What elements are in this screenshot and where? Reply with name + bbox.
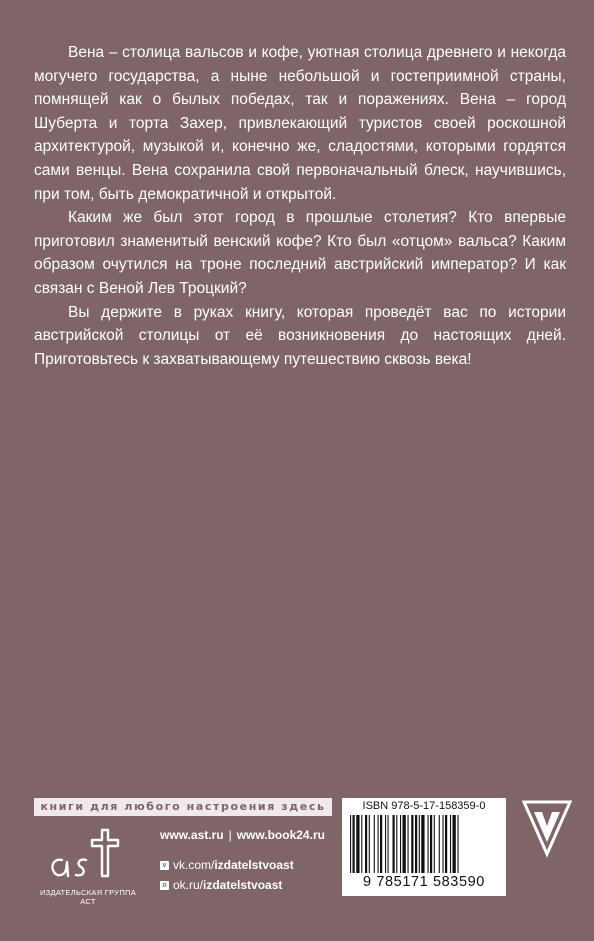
ok-prefix: ok.ru/ [173,878,204,892]
ok-link[interactable] [160,876,325,894]
website-link-book24[interactable]: www.book24.ru [236,828,325,842]
vk-prefix: vk.com/ [173,858,215,872]
ast-logo-icon [46,822,130,886]
barcode-block [342,798,506,896]
ean-number: 9 785171 583590 [363,874,485,890]
annotation-paragraph-3: Вы держите в руках книгу, которая проведёт вас по истории австрийской столицы от её возникновения до настоящих дней. Приготовьтесь к захватывающему путешествию сквозь века! [34,303,566,368]
annotation-paragraph-1: Вена – столица вальсов и кофе, уютная столица древнего и некогда могучего государства, а ныне небольшой и гостеприимной страны, помнящей как о былых победах, так и поражениях. Вена – город Шуберта и торта Захер, привлекающий туристов своей роскошной архитектурой, музыкой и, конечно же, сладостями, которыми гордятся сами венцы. Вена сохранила свой первоначальный блеск, научившись, при том, быть демократичной и открытой. [34,44,566,203]
barcode-icon [348,815,500,873]
publisher-contacts [160,826,325,896]
annotation-paragraph-2: Каким же был этот город в прошлые столетия? Кто впервые приготовил знаменитый венский кофе? Кто был «отцом» вальса? Каким образом очутился на троне последний австрийский император? И как связан с Веной Лев Троцкий? [34,209,566,297]
vk-handle: izdatelstvoast [214,858,294,872]
isbn-number: ISBN 978-5-17-158359-0 [362,800,486,812]
annotation-text [34,41,566,371]
vk-link[interactable] [160,856,325,874]
v-imprint-icon [522,798,572,858]
publisher-caption: ИЗДАТЕЛЬСКАЯ ГРУППА АСТ [39,888,137,906]
website-links [160,826,325,844]
publisher-logo [36,822,140,922]
ok-icon: o [160,881,169,890]
series-tagline: книги для любого настроения здесь [34,798,332,816]
vk-icon: v [160,861,169,870]
link-separator: | [228,828,232,842]
website-link-ast[interactable]: www.ast.ru [160,828,224,842]
ok-handle: izdatelstvoast [203,878,283,892]
